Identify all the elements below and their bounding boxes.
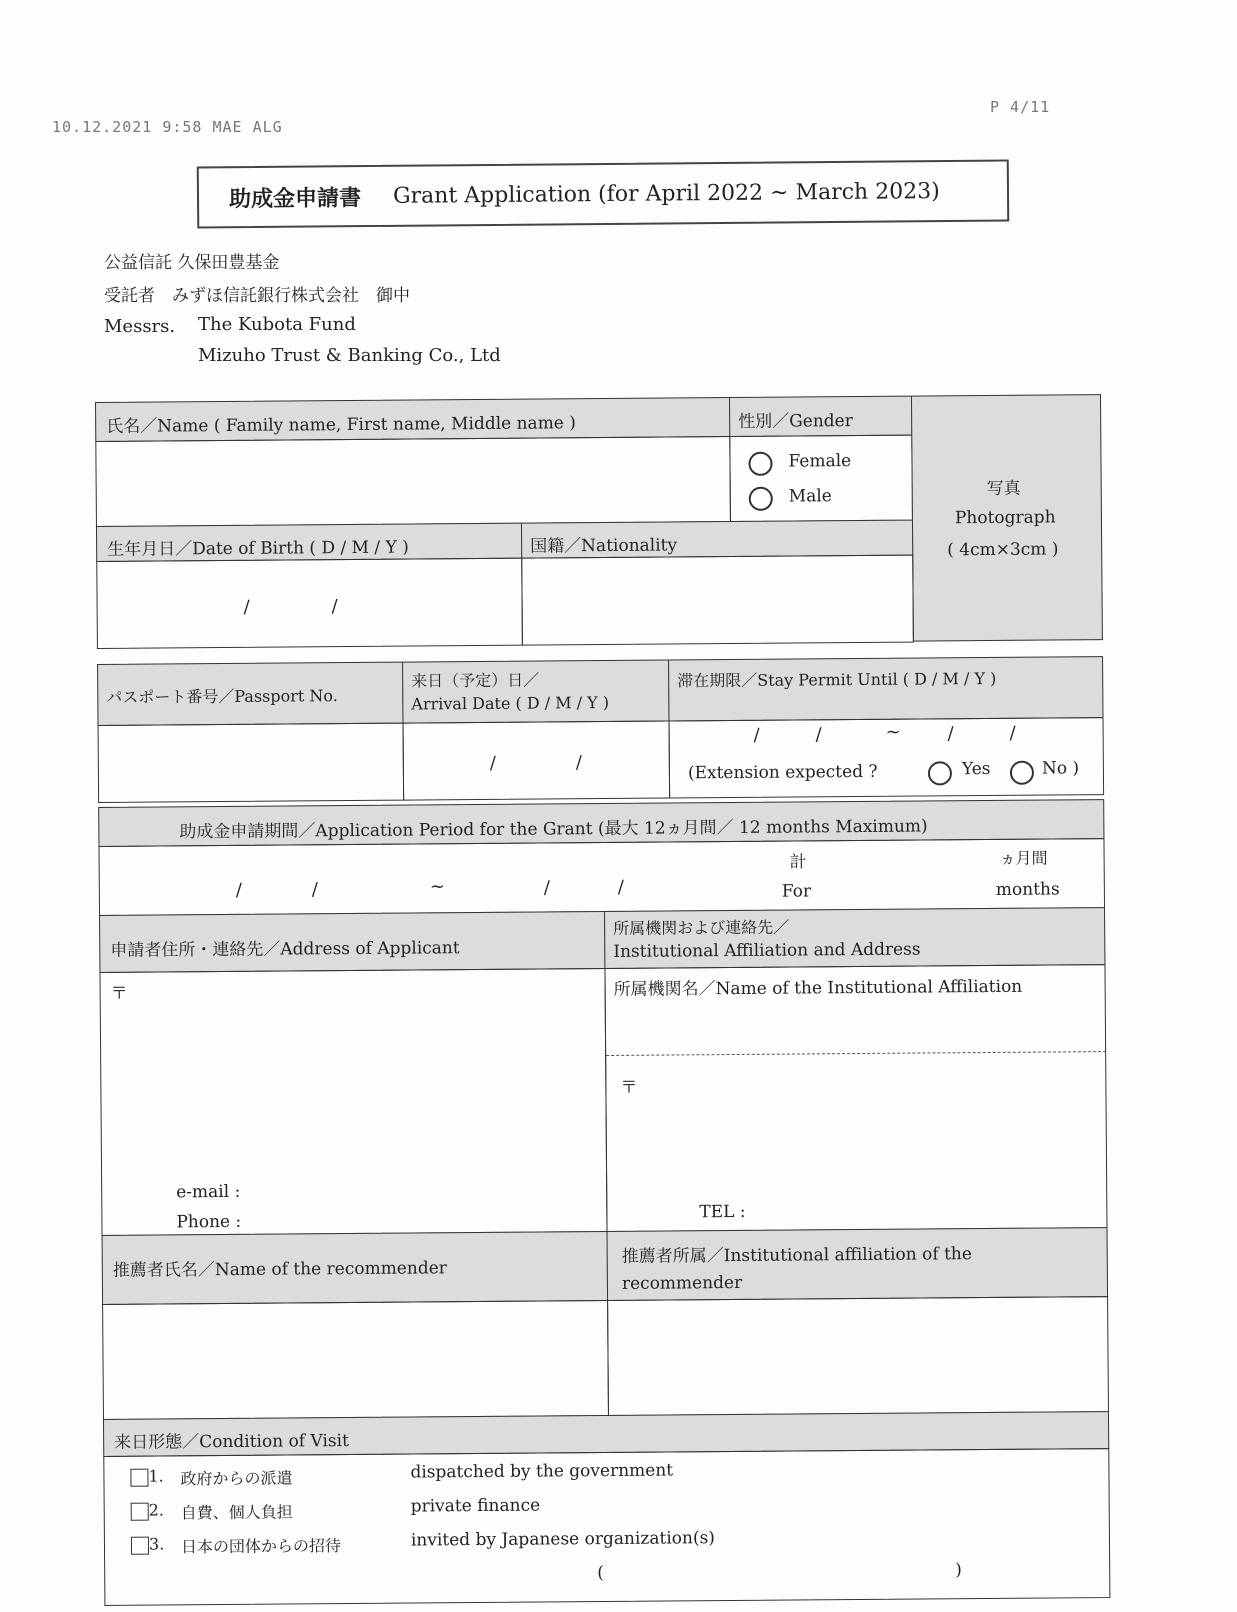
affiliation-header [604,907,1105,969]
photo-label-jp: 写真 [986,478,1021,499]
affiliation-name-label: 所属機関名／Name of the Institutional Affiliation [613,976,1023,1000]
photo-label-en: Photograph [954,507,1056,529]
period-slash-1: / [235,879,243,901]
dob-header [96,523,522,562]
addressee-line-1: 公益信託 久保田豊基金 [104,253,280,273]
gender-label: 性別／Gender [738,411,853,432]
name-field[interactable] [95,436,731,527]
fax-timestamp: 10.12.2021 9:58 MAE ALG [52,118,283,136]
dob-slash-1: / [243,596,250,618]
arrival-label-jp: 来日（予定）日／ [411,670,540,691]
applicant-postal-mark: 〒 [110,983,128,1004]
affiliation-divider [606,1051,1106,1056]
recommender-affiliation-label-1: 推薦者所属／Institutional affiliation of the [621,1244,972,1267]
passport-label: パスポート番号／Passport No. [106,686,338,707]
arrival-slash-1: / [489,752,497,774]
condition-jp-3: 日本の団体からの招待 [180,1536,342,1557]
email-label: e-mail : [176,1181,241,1203]
fax-page-number: P 4/11 [990,98,1051,116]
gender-options [729,435,913,522]
address-header [99,911,605,973]
condition-checkbox-2[interactable] [131,1503,149,1521]
recommender-affiliation-header [607,1227,1109,1301]
months-label-jp: ヵ月間 [999,848,1048,868]
recommender-affiliation-label-2: recommender [621,1272,743,1294]
addressee-fund: The Kubota Fund [198,314,356,335]
months-label: months [995,879,1060,900]
period-field[interactable] [98,838,1105,916]
addressee-messrs: Messrs. [104,316,176,337]
photo-size-label: ( 4cm×3cm ) [947,539,1059,561]
passport-header [97,662,403,726]
condition-other-paren-close: ) [955,1560,962,1581]
phone-label: Phone : [176,1211,242,1233]
female-label: Female [788,451,852,472]
period-slash-2: / [311,879,318,901]
application-form [95,394,1139,1612]
condition-jp-2: 自費、個人負担 [180,1502,293,1523]
extension-yes-label: Yes [961,758,991,780]
stay-slash-2: / [815,724,822,746]
stay-tilde: ~ [885,721,901,743]
stay-header [668,656,1103,721]
addressee-bank: Mizuho Trust & Banking Co., Ltd [198,345,501,366]
stay-slash-4: / [1009,722,1016,744]
affiliation-postal-mark: 〒 [620,1077,638,1098]
male-label: Male [788,486,832,507]
nationality-header [521,520,913,559]
extension-no-label: No ) [1041,758,1080,779]
addressee-line-2: 受託者 みずほ信託銀行株式会社 御中 [104,286,410,306]
female-radio[interactable] [748,452,772,476]
condition-checkbox-1[interactable] [130,1469,148,1487]
stay-field[interactable] [669,717,1105,798]
affiliation-label-jp: 所属機関および連絡先／ [613,917,790,938]
name-header [95,397,730,442]
for-label: For [781,881,812,902]
nationality-field[interactable] [521,555,914,646]
nationality-label: 国籍／Nationality [530,535,678,557]
recommender-name-field[interactable] [102,1300,609,1420]
total-label-jp: 計 [789,852,807,873]
recommender-label: 推薦者氏名／Name of the recommender [112,1258,447,1281]
arrival-slash-2: / [575,752,583,774]
affiliation-label-en: Institutional Affiliation and Address [613,939,921,962]
dob-slash-2: / [331,596,338,618]
applicant-address-field[interactable] [99,968,607,1236]
recommender-header [102,1231,609,1305]
condition-options [103,1448,1110,1606]
extension-label: (Extension expected ? [687,761,878,784]
condition-en-1: dispatched by the government [410,1460,674,1483]
dob-label: 生年月日／Date of Birth ( D / M / Y ) [107,537,409,560]
stay-slash-3: / [947,723,954,745]
condition-checkbox-3[interactable] [131,1537,149,1555]
address-label: 申請者住所・連絡先／Address of Applicant [110,938,460,961]
affiliation-address-field[interactable] [604,964,1107,1232]
period-slash-3: / [543,877,550,899]
period-slash-4: / [617,876,624,898]
male-radio[interactable] [749,487,773,511]
dob-field[interactable] [96,558,523,649]
condition-num-3: 3. [148,1534,165,1554]
condition-num-1: 1. [148,1466,164,1486]
extension-no-radio[interactable] [1010,761,1034,785]
period-label: 助成金申請期間／Application Period for the Grant (最大 12ヵ月間／ 12 months Maximum) [179,816,928,843]
form-title-jp: 助成金申請書 [228,185,362,212]
condition-en-2: private finance [410,1495,541,1517]
condition-other-paren-open: ( [597,1563,604,1584]
passport-field[interactable] [98,723,405,803]
extension-yes-radio[interactable] [928,761,952,785]
gender-header [729,396,912,437]
period-tilde: ~ [429,876,445,898]
stay-label: 滞在期限／Stay Permit Until ( D / M / Y ) [677,668,997,691]
condition-en-3: invited by Japanese organization(s) [410,1528,715,1551]
condition-label: 来日形態／Condition of Visit [114,1431,349,1453]
arrival-header [402,659,669,723]
form-title-box [197,159,1010,228]
recommender-affiliation-field[interactable] [607,1296,1109,1416]
arrival-field[interactable] [403,720,671,800]
photo-box[interactable] [911,394,1103,641]
stay-slash-1: / [753,724,760,746]
tel-label: TEL : [699,1201,746,1223]
name-label: 氏名／Name ( Family name, First name, Middle name ) [106,413,576,437]
condition-jp-1: 政府からの派遣 [180,1468,293,1489]
form-title-en: Grant Application (for April 2022 ~ March 2023) [392,178,940,209]
condition-num-2: 2. [148,1500,165,1520]
arrival-label-en: Arrival Date ( D / M / Y ) [411,692,610,714]
